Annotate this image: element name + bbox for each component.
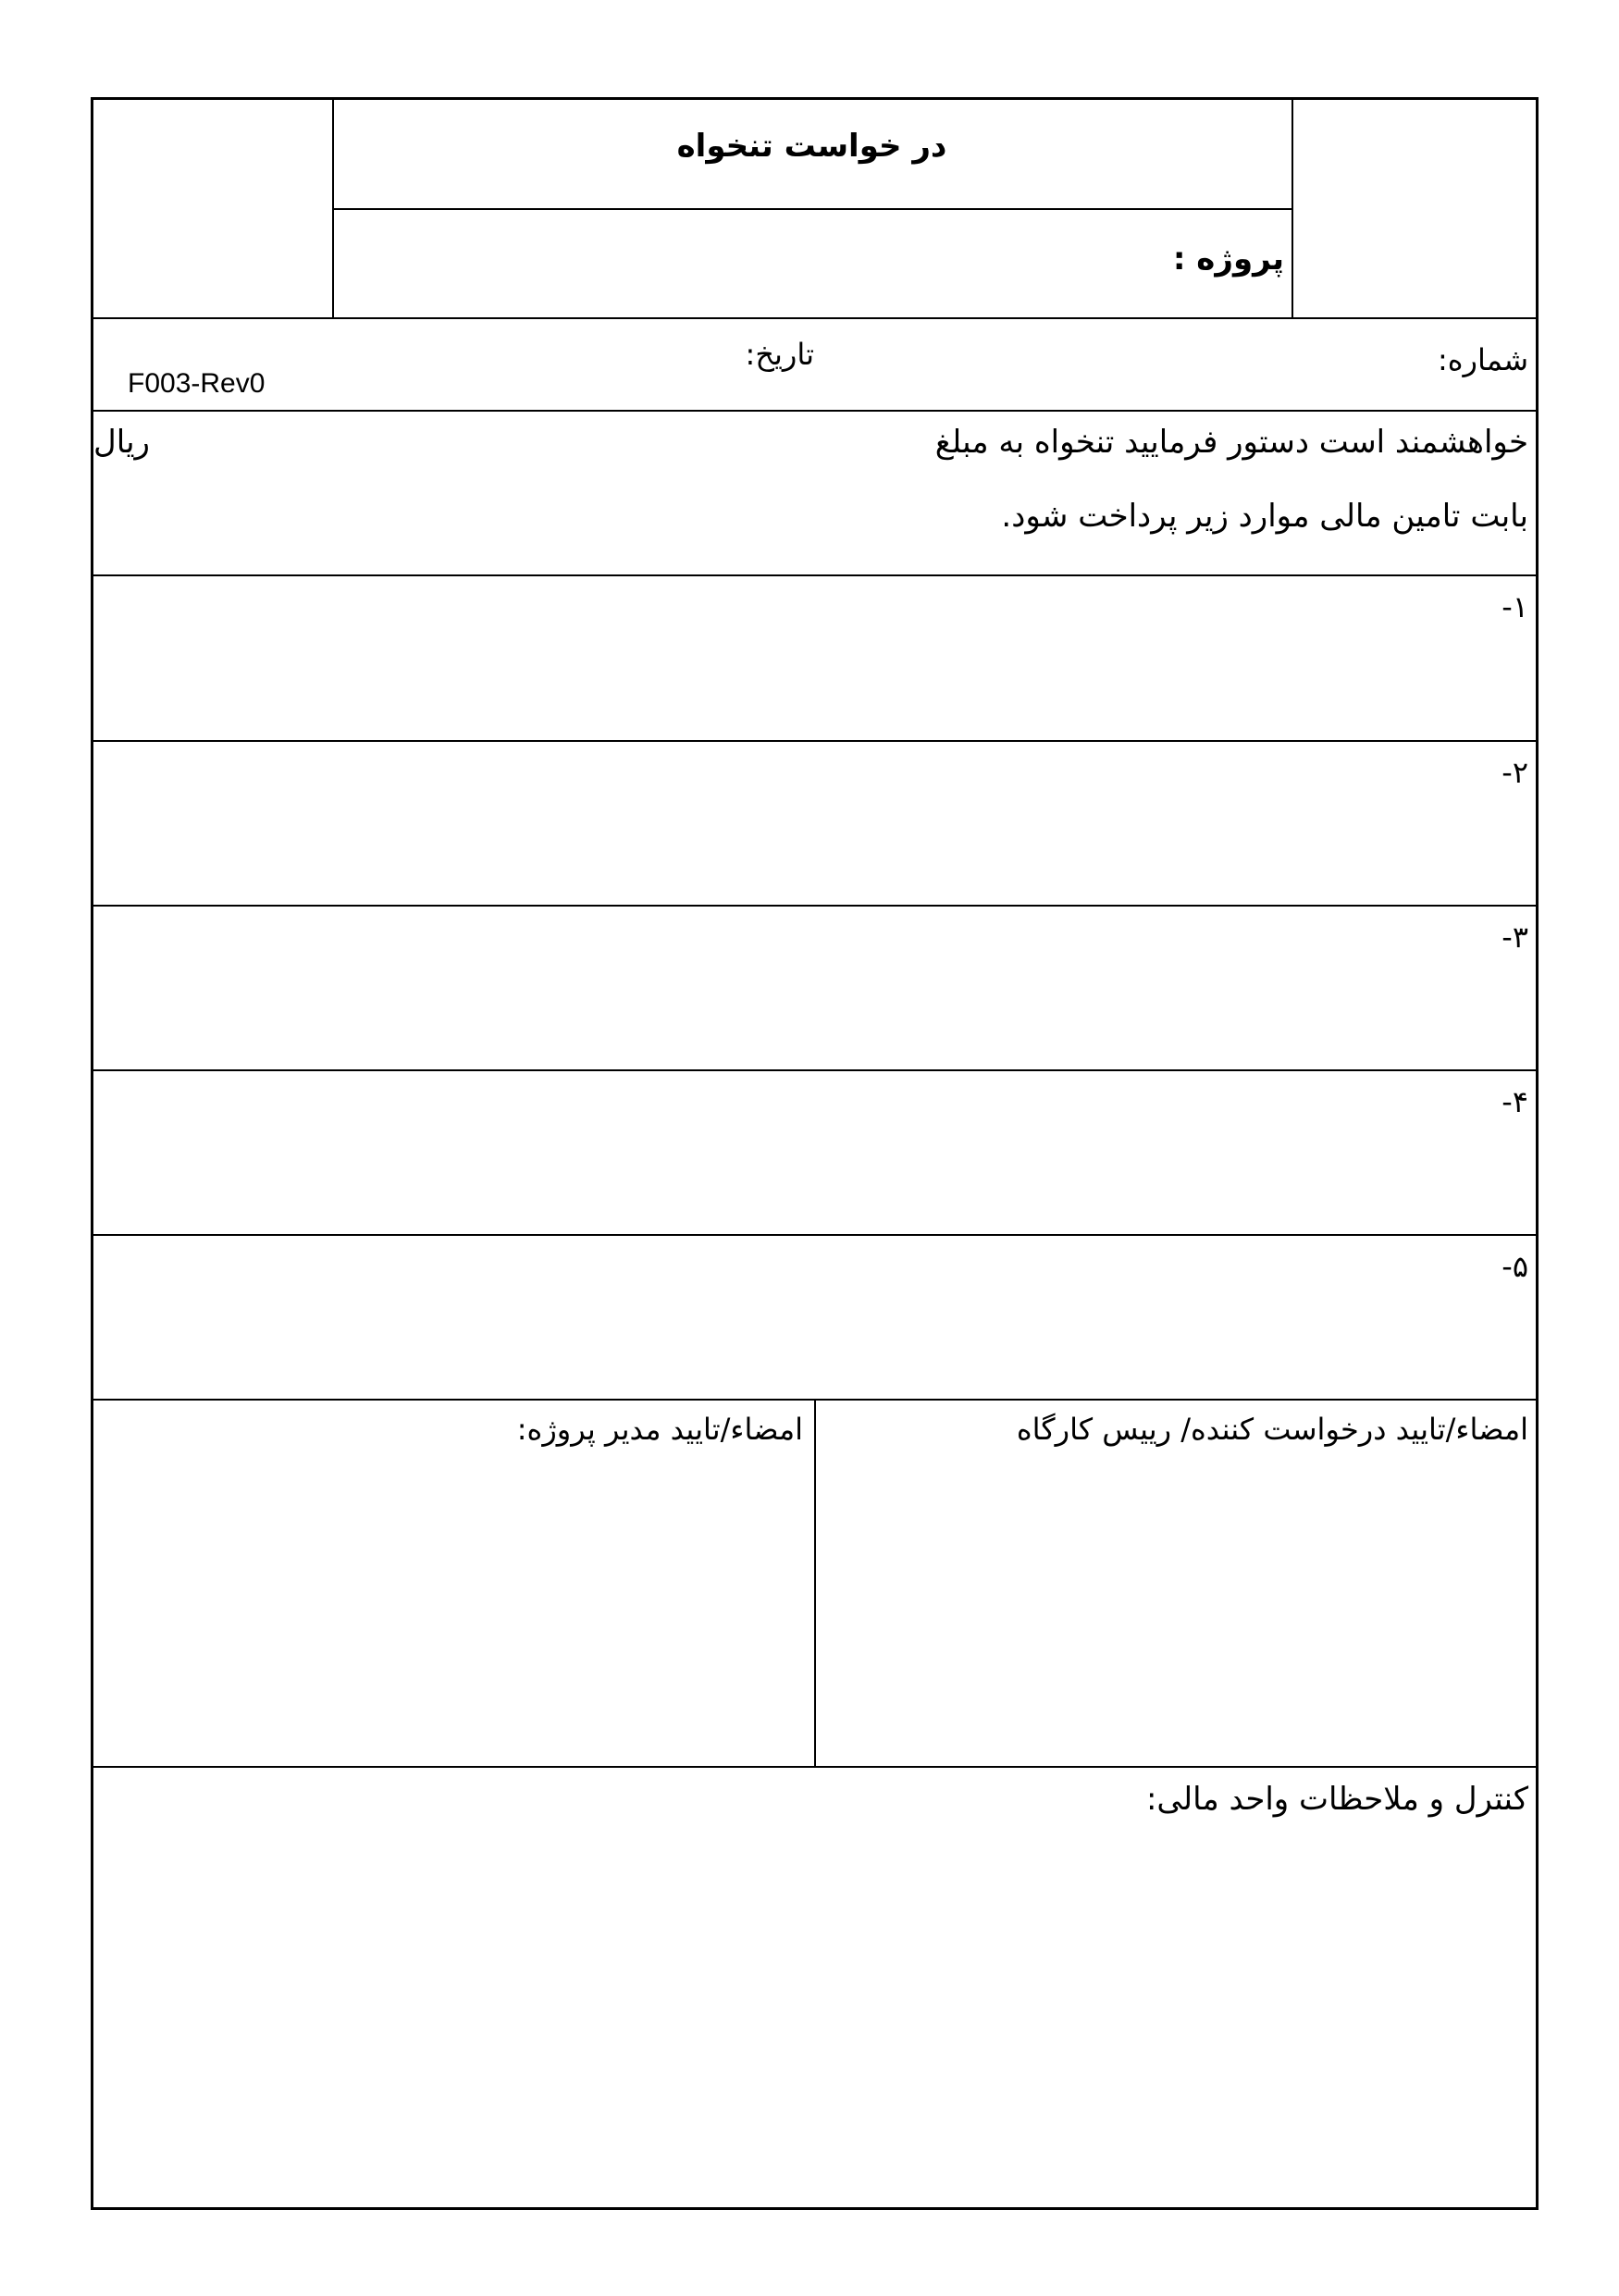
item-number: ۴- [1502,1084,1528,1119]
item-row[interactable] [93,1071,1536,1234]
project-manager-signature-box[interactable] [93,1401,814,1765]
date-field[interactable] [445,324,797,407]
finance-notes-box[interactable] [93,1768,1536,2207]
project-manager-signature-label: امضاء/تایید مدیر پروژه: [516,1412,803,1447]
item-row[interactable] [93,742,1536,905]
form-code: F003-Rev0 [128,368,266,399]
currency-label: ریال [93,424,150,461]
amount-field[interactable] [177,419,917,484]
request-line-2: بابت تامین مالی موارد زیر پرداخت شود. [1001,498,1528,535]
item-row[interactable] [93,1236,1536,1399]
date-label: تاریخ: [745,337,814,372]
item-number: ۵- [1502,1249,1528,1284]
project-label: پروژه : [1172,241,1284,278]
header-middle-divider [332,208,1293,210]
requester-signature-box[interactable] [816,1401,1536,1765]
number-field[interactable] [1111,324,1416,407]
item-row[interactable] [93,576,1536,741]
requester-signature-label: امضاء/تایید درخواست کننده/ رییس کارگاه [1016,1412,1528,1447]
request-line-1: خواهشمند است دستور فرمایید تنخواه به مبلغ [934,424,1528,461]
finance-notes-label: کنترل و ملاحظات واحد مالی: [1145,1781,1528,1818]
item-number: ۲- [1502,755,1528,790]
meta-row-bottom-border [93,410,1536,412]
number-label: شماره: [1437,342,1528,377]
logo-box-left [93,100,332,317]
logo-box-right [1293,100,1539,317]
item-number: ۳- [1502,920,1528,955]
header-bottom-border [93,317,1536,319]
form-title: در خواست تنخواه [676,128,947,165]
item-row[interactable] [93,907,1536,1069]
project-field[interactable] [336,213,1122,313]
petty-cash-request-form [91,97,1539,2210]
item-number: ۱- [1502,589,1528,624]
